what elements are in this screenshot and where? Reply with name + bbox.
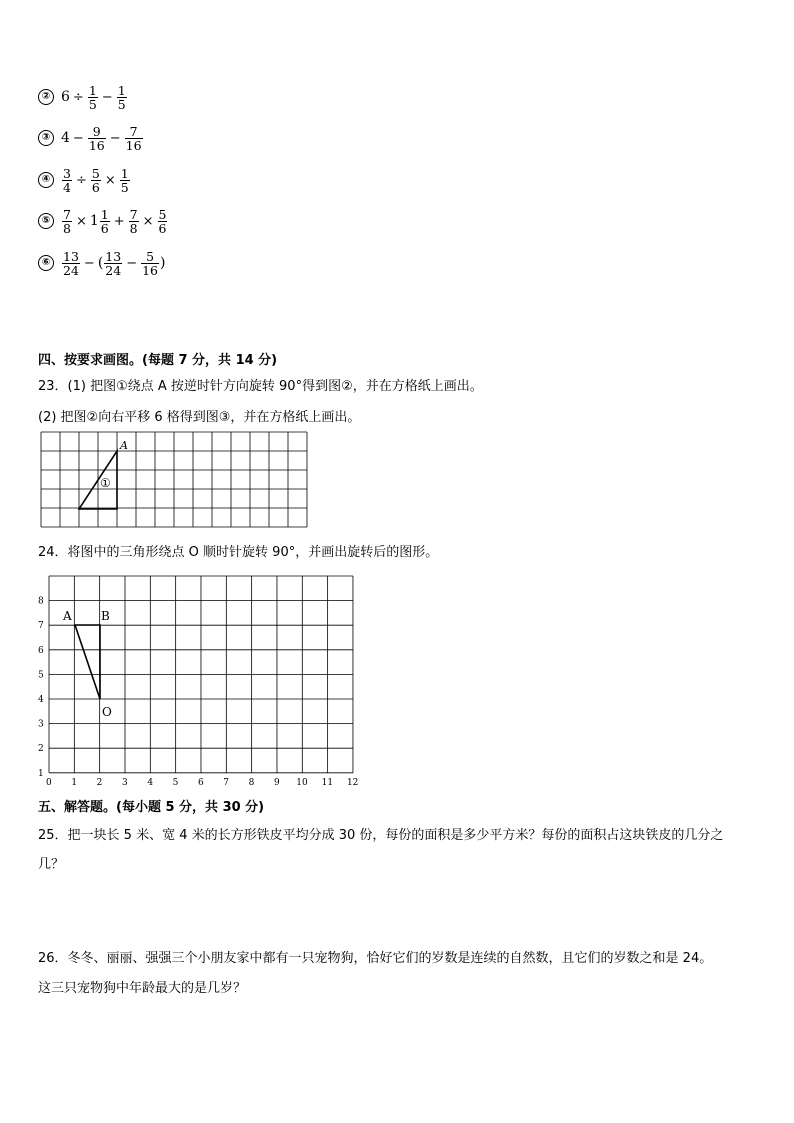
- numerator: 13: [105, 248, 122, 264]
- y-tick-label: 3: [38, 719, 44, 730]
- numerator: 9: [92, 123, 101, 139]
- mixed-number: [90, 208, 111, 235]
- numerator: 5: [91, 165, 100, 181]
- numerator: 7: [63, 206, 71, 222]
- denominator: 24: [63, 262, 79, 278]
- x-tick-label: 1: [71, 777, 78, 788]
- number: 4: [61, 130, 70, 146]
- x-tick-label: 2: [96, 777, 103, 788]
- numerator: 1: [117, 82, 126, 98]
- x-tick-label: 3: [121, 777, 128, 788]
- operator: ÷: [72, 89, 84, 105]
- denominator: 6: [100, 220, 109, 236]
- y-tick-label: 1: [38, 768, 44, 779]
- operator: −: [126, 255, 138, 271]
- q24-grid-figure: [34, 568, 360, 788]
- denominator: 4: [63, 179, 71, 195]
- x-tick-label: 7: [223, 777, 230, 788]
- operator: −: [109, 130, 121, 146]
- calc-row-6: [38, 246, 165, 280]
- numerator: 1: [120, 165, 129, 181]
- fraction: [62, 208, 72, 235]
- operator: ×: [104, 172, 116, 188]
- fraction: [62, 250, 80, 277]
- numerator: 5: [146, 248, 155, 264]
- fraction: [141, 250, 159, 277]
- q24-label-a: A: [63, 609, 72, 623]
- whole-part: 1: [89, 213, 99, 229]
- numerator: 1: [88, 82, 97, 98]
- fraction: [120, 167, 130, 194]
- denominator: 24: [105, 262, 122, 278]
- problem-number: ⑤: [38, 213, 54, 229]
- fraction: [129, 208, 139, 235]
- numerator: 7: [129, 206, 138, 222]
- denominator: 6: [158, 220, 167, 236]
- denominator: 5: [120, 179, 129, 195]
- section-4-title: 四、按要求画图。(每题 7 分，共 14 分): [38, 353, 278, 368]
- problem-number: ④: [38, 172, 54, 188]
- operator: ÷: [75, 172, 87, 188]
- q23-grid-figure: [38, 430, 308, 530]
- y-tick-label: 7: [38, 621, 44, 632]
- q25-line2: 几？: [38, 857, 65, 872]
- x-tick-label: 10: [296, 777, 308, 788]
- y-tick-label: 5: [38, 670, 44, 681]
- operator: ×: [142, 213, 154, 229]
- denominator: 16: [125, 137, 142, 153]
- number: (: [97, 255, 104, 271]
- numerator: 7: [129, 123, 138, 139]
- operator: −: [72, 130, 84, 146]
- x-tick-label: 12: [346, 777, 359, 788]
- calc-row-4: [38, 163, 131, 197]
- fraction: [88, 84, 98, 111]
- fraction: [88, 125, 106, 152]
- y-tick-label: 8: [38, 596, 44, 607]
- denominator: 5: [117, 96, 126, 112]
- q25-line1: 25．把一块长 5 米、宽 4 米的长方形铁皮平均分成 30 份，每份的面积是多少平方米？每份的面积占这块铁皮的几分之: [38, 828, 724, 843]
- operator: −: [83, 255, 95, 271]
- x-tick-label: 4: [147, 777, 154, 788]
- operator: +: [113, 213, 125, 229]
- q23-label-shape: ①: [100, 476, 111, 490]
- calc-row-3: [38, 121, 144, 155]
- fraction: [62, 167, 72, 194]
- problem-number: ⑥: [38, 255, 54, 271]
- denominator: 5: [88, 96, 97, 112]
- q26-line1: 26．冬冬、丽丽、强强三个小朋友家中都有一只宠物狗，恰好它们的岁数是连续的自然数，且它们的岁数之和是 24。: [38, 951, 713, 966]
- fraction: [100, 208, 110, 235]
- q24-label-o: O: [102, 705, 112, 719]
- x-tick-label: 11: [321, 777, 334, 788]
- problem-number: ②: [38, 89, 54, 105]
- fraction: [117, 84, 127, 111]
- fraction: [91, 167, 101, 194]
- number: ): [160, 255, 166, 271]
- numerator: 1: [100, 206, 109, 222]
- fraction: [125, 125, 143, 152]
- q23-line2: (2) 把图②向右平移 6 格得到图③，并在方格纸上画出。: [38, 410, 361, 425]
- q26-line2: 这三只宠物狗中年龄最大的是几岁？: [38, 981, 247, 996]
- x-tick-label: 5: [172, 777, 179, 788]
- q23-line1: 23．(1) 把图①绕点 A 按逆时针方向旋转 90°得到图②，并在方格纸上画出。: [38, 379, 483, 394]
- x-tick-label: 8: [248, 777, 255, 788]
- fraction: [158, 208, 168, 235]
- y-tick-label: 2: [38, 744, 44, 755]
- q24-text: 24．将图中的三角形绕点 O 顺时针旋转 90°，并画出旋转后的图形。: [38, 545, 439, 560]
- x-tick-label: 6: [197, 777, 204, 788]
- fraction: [104, 250, 122, 277]
- numerator: 5: [158, 206, 167, 222]
- numerator: 3: [63, 165, 71, 181]
- operator: −: [101, 89, 113, 105]
- problem-number: ③: [38, 130, 54, 146]
- calc-row-2: [38, 80, 128, 114]
- q24-grid: [49, 576, 353, 773]
- denominator: 6: [91, 179, 100, 195]
- operator: ×: [75, 213, 87, 229]
- section-5-title: 五、解答题。(每小题 5 分，共 30 分): [38, 800, 265, 815]
- x-tick-label: 0: [46, 777, 52, 788]
- q24-label-b: B: [101, 609, 110, 623]
- q23-label-a: A: [120, 439, 128, 452]
- q24-triangle: [75, 625, 100, 699]
- denominator: 16: [142, 262, 158, 278]
- denominator: 16: [88, 137, 105, 153]
- y-tick-label: 6: [38, 645, 44, 656]
- y-tick-label: 4: [38, 695, 44, 705]
- denominator: 8: [63, 220, 71, 236]
- denominator: 8: [129, 220, 138, 236]
- calc-row-5: [38, 204, 168, 238]
- number: 6: [61, 89, 70, 105]
- q23-grid: [41, 432, 307, 527]
- x-tick-label: 9: [273, 777, 280, 788]
- numerator: 13: [63, 248, 79, 264]
